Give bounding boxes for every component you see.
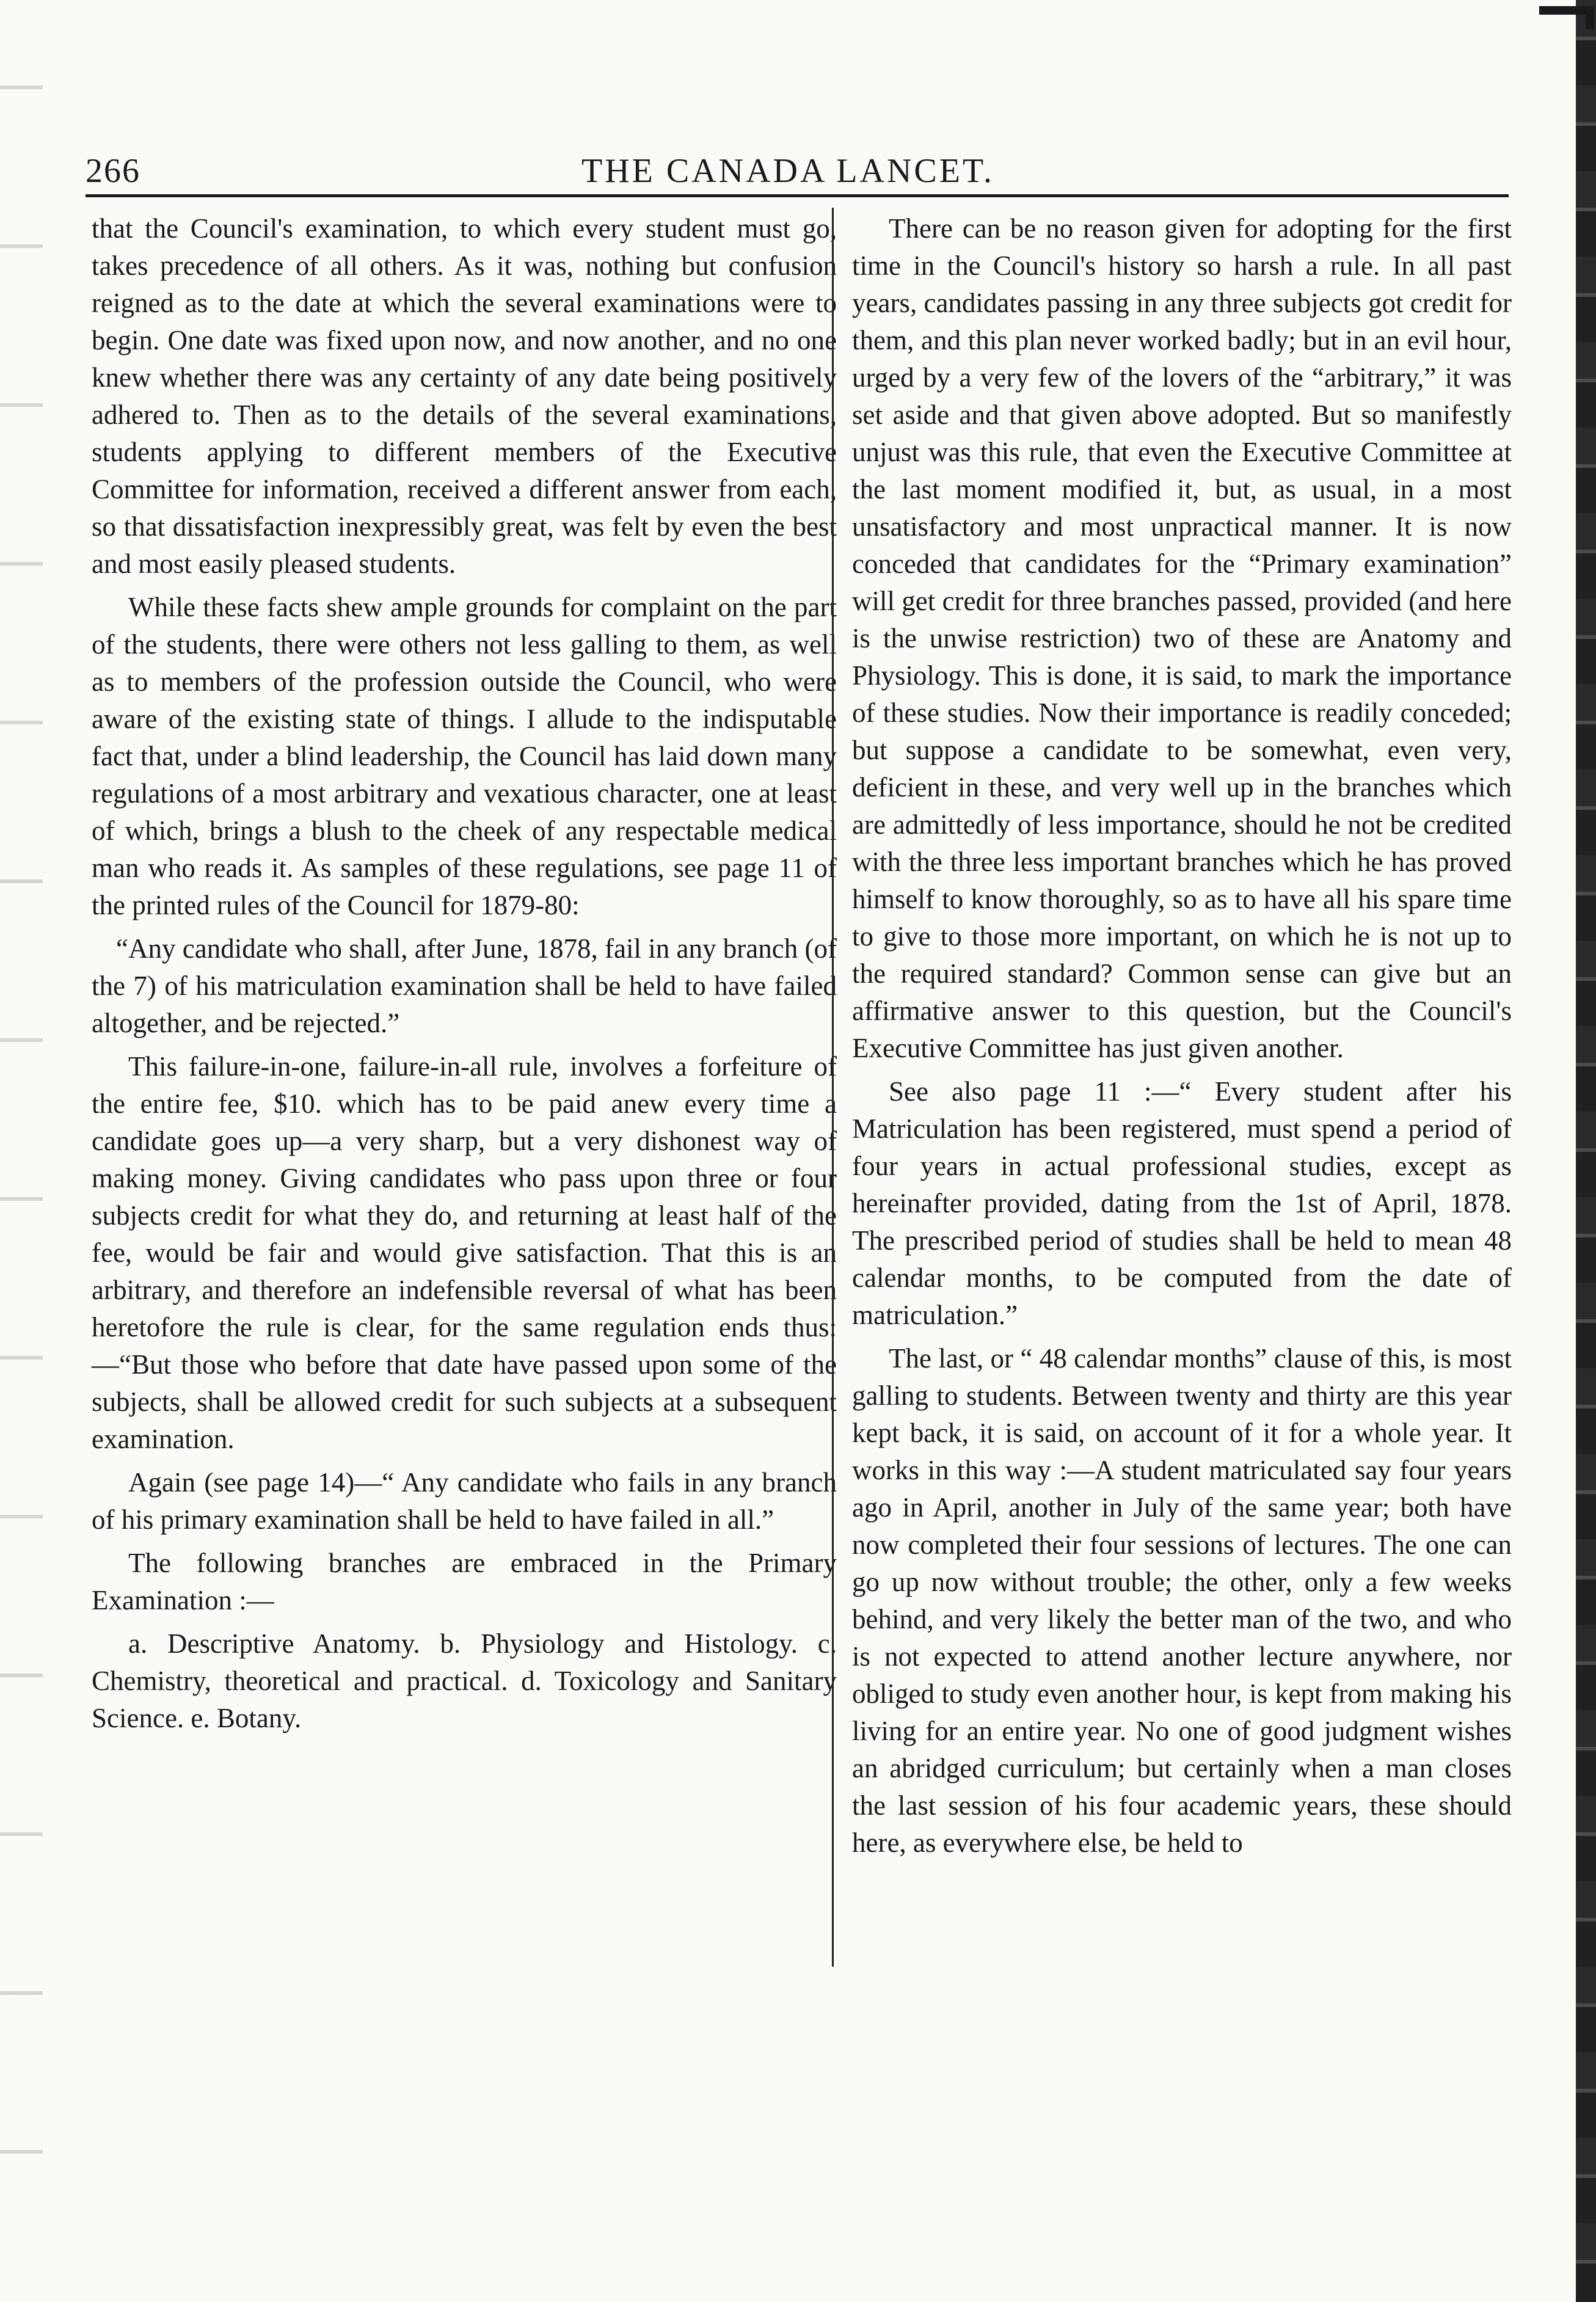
paragraph: This failure-in-one, failure-in-all rule, involves a forfeiture of the entire fee, $10. which has to be paid anew every time a candidate goes up—a very sharp, but a very dishonest way of making money. Giving candidates who pass upon three or four subjects credit for what they do, and returning at least half of the fee, would be fair and would give satisfaction. That this is an arbitrary, and therefore an indefensible reversal of what has been heretofore the rule is clear, for the same regulation ends thus:—“But those who before that date have passed upon some of the subjects, shall be allowed credit for such subjects at a subsequent examination.: [92, 1051, 837, 1454]
branch-list: a. Descriptive Anatomy. b. Physiology and Histology. c. Chemistry, theoretical and practical. d. Toxicology and Sanitary Science. e. Botany.: [92, 1628, 837, 1733]
quoted-rule: “Any candidate who shall, after June, 1878, fail in any branch (of the 7) of his matriculation examination shall be held to have failed altogether, and be rejected.”: [92, 933, 837, 1038]
paragraph: There can be no reason given for adopting for the first time in the Council's history so harsh a rule. In all past years, candidates passing in any three subjects got credit for them, and this plan never worked badly; but in an evil hour, urged by a very few of the lovers of the “arbitrary,” it was set aside and that given above adopted. But so manifestly unjust was this rule, that even the Executive Committee at the last moment modified it, but, as usual, in a most unsatisfactory and most unpractical manner. It is now conceded that candidates for the “Primary examination” will get credit for three branches passed, provided (and here is the unwise restriction) two of these are Anatomy and Physiology. This is done, it is said, to mark the importance of these studies. Now their importance is readily conceded; but suppose a candidate to be somewhat, even very, deficient in these, and very well up in the branches which are admittedly of less importance, should he not be credited with the three less important branches which he has proved himself to know thoroughly, so as to have all his spare time to give to those more important, on which he is not up to the required standard? Common sense can give but an affirmative answer to this question, but the Council's Executive Committee has just given another.: [852, 213, 1512, 1063]
running-title: THE CANADA LANCET.: [581, 152, 995, 190]
page-header: [86, 151, 1490, 200]
paragraph: While these facts shew ample grounds for complaint on the part of the students, there were others not less galling to them, as well as to members of the profession outside the Council, who were aware of the existing state of things. I allude to the indisputable fact that, under a blind leadership, the Council has laid down many regulations of a most arbitrary and vexatious character, one at least of which, brings a blush to the cheek of any respectable medical man who reads it. As samples of these regulations, see page 11 of the printed rules of the Council for 1879-80:: [92, 592, 837, 920]
column-divider: [832, 208, 834, 1967]
paragraph: that the Council's examination, to which every student must go, takes precedence of all others. As it was, nothing but confusion reigned as to the date at which the several examinations were to begin. One date was fixed upon now, and now another, and no one knew whether there was any certainty of any date being positively adhered to. Then as to the details of the several examinations, students applying to different members of the Executive Committee for information, received a different answer from each, so that dissatisfaction inexpressibly great, was felt by even the best and most easily pleased students.: [92, 213, 837, 579]
scan-edge-left: [0, 0, 43, 2302]
paragraph: Again (see page 14)—“ Any candidate who fails in any branch of his primary examination shall be held to have failed in all.”: [92, 1467, 837, 1535]
paragraph: The following branches are embraced in the Primary Examination :—: [92, 1548, 837, 1615]
page-number: 266: [86, 152, 140, 190]
scan-edge-right: [1576, 0, 1596, 2302]
left-column: [92, 210, 837, 1743]
paragraph: The last, or “ 48 calendar months” clause of this, is most galling to students. Between twenty and thirty are this year kept back, it is said, on account of it for a whole year. It works in this way :—A student matriculated say four years ago in April, another in July of the same year; both have now completed their four sessions of lectures. The one can go up now without trouble; the other, only a few weeks behind, and very likely the better man of the two, and who is not expected to attend another lecture anywhere, nor obliged to study even another hour, is kept from making his living for an entire year. No one of good judgment wishes an abridged curriculum; but certainly when a man closes the last session of his four academic years, these should here, as everywhere else, be held to: [852, 1343, 1512, 1858]
header-rule: [86, 194, 1509, 197]
scan-corner-mark: [1539, 6, 1594, 29]
right-column: [852, 210, 1512, 1868]
paragraph: See also page 11 :—“ Every student after his Matriculation has been registered, must spend a period of four years in actual professional studies, except as hereinafter provided, dating from the 1st of April, 1878. The prescribed period of studies shall be held to mean 48 calendar months, to be computed from the date of matriculation.”: [852, 1076, 1512, 1330]
